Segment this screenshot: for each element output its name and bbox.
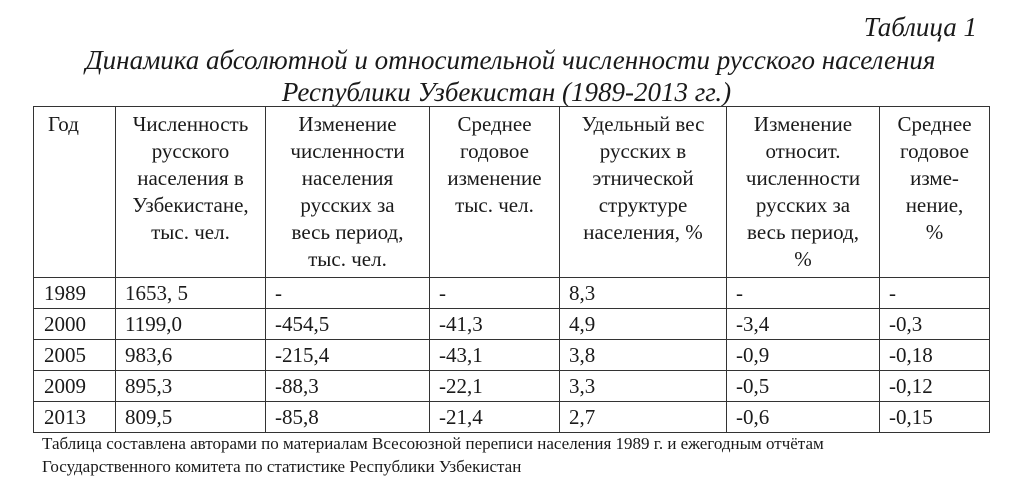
header-cell-change-total: Изменение численности населения русских за весь период, тыс. чел. — [266, 107, 430, 278]
cell-population: 809,5 — [116, 402, 266, 433]
table-number-label: Таблица 1 — [863, 12, 977, 42]
cell-avg-annual-change-pct: -0,3 — [880, 309, 990, 340]
table-title-line-1: Динамика абсолютной и относительной численности русского населения — [85, 45, 936, 75]
header-cell-relative-change: Изменение относит. численности русских за весь период, % — [727, 107, 880, 278]
cell-change-total: -454,5 — [266, 309, 430, 340]
cell-year: 1989 — [34, 278, 116, 309]
cell-population: 895,3 — [116, 371, 266, 402]
cell-share: 3,8 — [560, 340, 727, 371]
cell-year: 2009 — [34, 371, 116, 402]
cell-avg-annual-change-pct: -0,12 — [880, 371, 990, 402]
source-note-line-2: Государственного комитета по статистике Республики Узбекистан — [42, 457, 522, 476]
cell-change-total: -215,4 — [266, 340, 430, 371]
table-row — [34, 371, 990, 402]
cell-avg-annual-change: -22,1 — [430, 371, 560, 402]
cell-share: 8,3 — [560, 278, 727, 309]
cell-share: 3,3 — [560, 371, 727, 402]
table-row — [34, 278, 990, 309]
cell-avg-annual-change: -21,4 — [430, 402, 560, 433]
cell-avg-annual-change-pct: -0,15 — [880, 402, 990, 433]
cell-relative-change: -0,9 — [727, 340, 880, 371]
cell-avg-annual-change-pct: - — [880, 278, 990, 309]
cell-change-total: - — [266, 278, 430, 309]
source-note-line-1: Таблица составлена авторами по материалам Всесоюзной переписи населения 1989 г. и ежегодным отчётам — [42, 434, 824, 453]
header-cell-share: Удельный вес русских в этнической структуре населения, % — [560, 107, 727, 278]
cell-year: 2013 — [34, 402, 116, 433]
cell-share: 2,7 — [560, 402, 727, 433]
cell-avg-annual-change: -43,1 — [430, 340, 560, 371]
table-row — [34, 402, 990, 433]
cell-relative-change: -3,4 — [727, 309, 880, 340]
source-note — [42, 432, 1002, 478]
table-row — [34, 309, 990, 340]
cell-year: 2005 — [34, 340, 116, 371]
cell-relative-change: -0,5 — [727, 371, 880, 402]
table-header-row — [34, 107, 990, 278]
header-cell-year: Год — [34, 107, 116, 278]
cell-change-total: -85,8 — [266, 402, 430, 433]
header-cell-population: Численность русского населения в Узбекистане, тыс. чел. — [116, 107, 266, 278]
cell-population: 1653, 5 — [116, 278, 266, 309]
population-table — [33, 106, 990, 433]
table-row — [34, 340, 990, 371]
cell-share: 4,9 — [560, 309, 727, 340]
cell-relative-change: - — [727, 278, 880, 309]
table-title-line-2: Республики Узбекистан (1989-2013 гг.) — [281, 77, 732, 107]
cell-population: 983,6 — [116, 340, 266, 371]
cell-population: 1199,0 — [116, 309, 266, 340]
cell-relative-change: -0,6 — [727, 402, 880, 433]
cell-avg-annual-change: - — [430, 278, 560, 309]
header-cell-avg-annual-change-pct: Среднее годовое изме- нение, % — [880, 107, 990, 278]
cell-year: 2000 — [34, 309, 116, 340]
cell-avg-annual-change-pct: -0,18 — [880, 340, 990, 371]
cell-avg-annual-change: -41,3 — [430, 309, 560, 340]
cell-change-total: -88,3 — [266, 371, 430, 402]
header-cell-avg-annual-change: Среднее годовое изменение тыс. чел. — [430, 107, 560, 278]
